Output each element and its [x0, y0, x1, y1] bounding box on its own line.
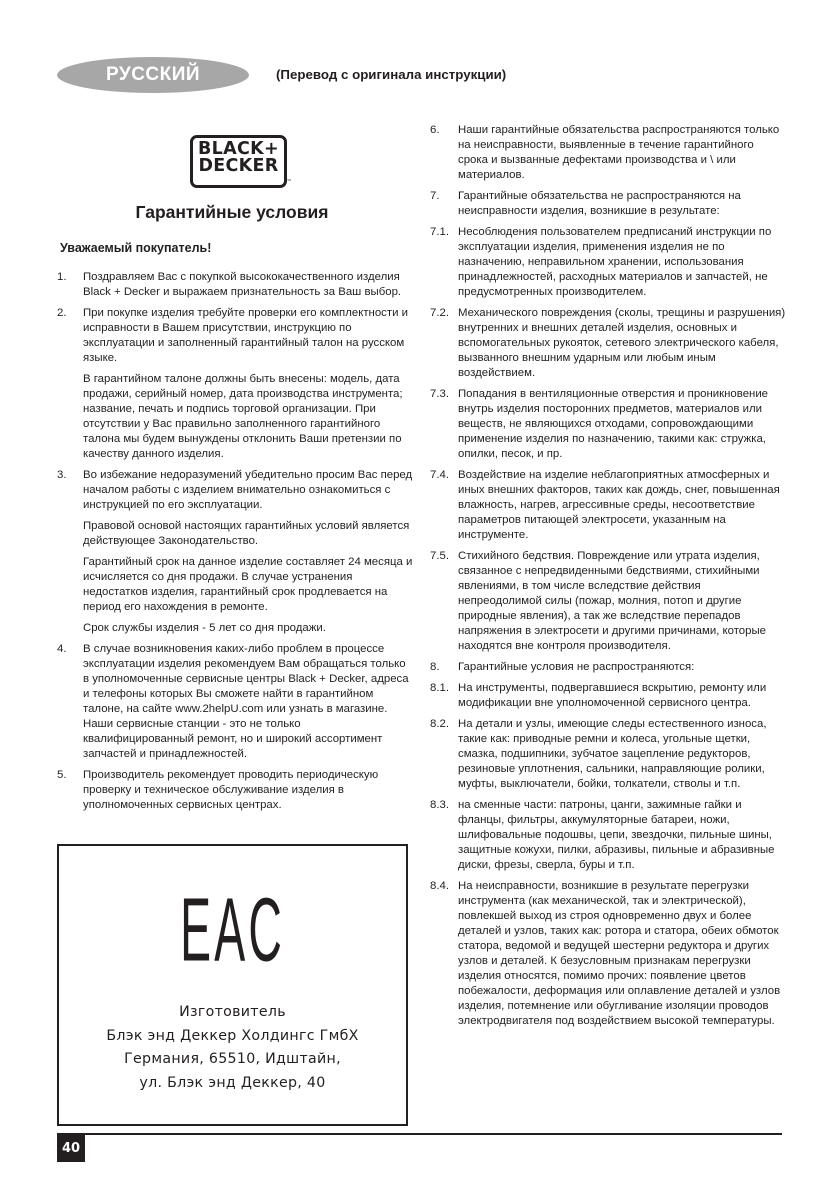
list-item — [430, 717, 786, 792]
item-body — [83, 642, 413, 762]
item-body — [458, 225, 786, 300]
item-number: 8.3. — [430, 799, 449, 811]
list-item — [57, 468, 413, 636]
item-body — [83, 768, 413, 813]
item-paragraph: Несоблюдения пользователем предписаний инструкции по эксплуатации изделия, применения изделия не по назначению, неправильном хранении, использования принадлежностей, расходных материалов и запчастей, не предусмотренных производителем. — [458, 226, 772, 298]
list-item — [430, 468, 786, 543]
item-paragraph: В гарантийном талоне должны быть внесены: модель, дата продажи, серийный номер, дата производства инструмента; название, печать и подпись торговой организации. При отсутствии у Вас правильно заполненного гарантийного талона мы будем вынуждены отклонить Ваши претензии по качеству данного изделия. — [83, 373, 403, 460]
item-paragraph: В случае возникновения каких-либо проблем в процессе эксплуатации изделия рекомендуем Вам обращаться только в уполномоченные сервисные центры Black + Decker, адреса и телефоны которых Вы сможете найти в гарантийном талоне, на сайте www.2helpU.com или узнать в магазине. Наши сервисные станции - это не только квалифицированный ремонт, но и широкий ассортимент запчастей и принадлежностей. — [83, 643, 409, 760]
item-number: 7.1. — [430, 226, 449, 238]
item-number: 8. — [430, 661, 440, 673]
manufacturer-box — [57, 844, 408, 1126]
item-paragraph: Механического повреждения (сколы, трещины и разрушения) внутренних и внешних деталей изделия, основных и вспомогательных рукояток, сетевого электрического кабеля, вызванного внешним ударным или любым иным воздействием. — [458, 307, 786, 379]
item-number: 6. — [430, 124, 440, 136]
item-body — [458, 681, 786, 711]
list-item — [430, 387, 786, 462]
item-number: 8.4. — [430, 880, 449, 892]
item-number: 7.5. — [430, 550, 449, 562]
list-item — [57, 270, 413, 300]
item-body — [458, 549, 786, 654]
manufacturer-address — [59, 1001, 406, 1095]
item-number: 8.2. — [430, 718, 449, 730]
item-number: 2. — [57, 307, 67, 319]
list-item — [430, 798, 786, 873]
item-paragraph: Производитель рекомендует проводить периодическую проверку и техническое обслуживание изделия в уполномоченных сервисных центрах. — [83, 769, 379, 811]
item-number: 7.4. — [430, 469, 449, 481]
list-item — [430, 123, 786, 183]
item-paragraph: Воздействие на изделие неблагоприятных атмосферных и иных внешних факторов, таких как дождь, снег, повышенная влажность, нагрев, агрессивные среды, несоответствие параметров питающей электросети, указанным на инструменте. — [458, 469, 780, 541]
right-column — [430, 123, 786, 1035]
greeting: Уважаемый покупатель! — [60, 241, 212, 255]
page-title: Гарантийные условия — [135, 202, 329, 222]
item-body — [458, 717, 786, 792]
item-paragraph: Стихийного бедствия. Повреждение или утрата изделия, связанное с непредвиденными бедствиями, стихийными явлениями, в том числе вследствие действия непреодолимой силы (пожар, молния, потоп и другие природные явления), а так же вследствие перепадов напряжения в электросети и другими причинами, которые находятся вне контроля производителя. — [458, 550, 767, 652]
list-item — [430, 879, 786, 1029]
item-body — [83, 468, 413, 636]
list-item — [57, 642, 413, 762]
translation-note: (Перевод с оригинала инструкции) — [276, 67, 507, 82]
item-number: 3. — [57, 469, 67, 481]
item-body — [458, 306, 786, 381]
item-number: 4. — [57, 643, 67, 655]
logo-line-1: BLACK+ — [198, 139, 279, 159]
item-paragraph: Попадания в вентиляционные отверстия и проникновение внутрь изделия посторонних предметов, материалов или веществ, не являющихся отходами, сопровождающими применение изделия по назначению, такими как: стружка, опилки, песок, и пр. — [458, 388, 769, 460]
black-decker-logo — [190, 135, 292, 188]
item-paragraph: Гарантийный срок на данное изделие составляет 24 месяца и исчисляется со дня продажи. В случае устранения недостатков изделия, гарантийный срок продлевается на период его нахождения в ремонте. — [83, 556, 413, 613]
manufacturer-label: Изготовитель — [179, 1004, 286, 1020]
item-paragraph: Срок службы изделия - 5 лет со дня продажи. — [83, 622, 326, 634]
footer-divider — [57, 1133, 782, 1135]
eac-mark-icon — [59, 879, 406, 981]
language-label: РУССКИЙ — [105, 64, 201, 85]
list-item — [57, 306, 413, 462]
item-number: 1. — [57, 271, 67, 283]
manufacturer-city: Германия, 65510, Идштайн, — [124, 1051, 341, 1067]
list-item — [430, 681, 786, 711]
list-item — [430, 306, 786, 381]
item-paragraph: Гарантийные обязательства не распространяются на неисправности изделия, возникшие в результате: — [458, 190, 741, 217]
logo-line-2: DECKER — [198, 156, 279, 176]
item-body — [458, 189, 786, 219]
item-paragraph: При покупке изделия требуйте проверки его комплектности и исправности в Вашем присутствии, инструкцию по эксплуатации и заполненный гарантийный талон на русском языке. — [83, 307, 408, 364]
item-body — [458, 879, 786, 1029]
item-paragraph: На инструменты, подвергавшиеся вскрытию, ремонту или модификации вне уполномоченной сервисного центра. — [458, 682, 767, 709]
item-paragraph: Наши гарантийные обязательства распространяются только на неисправности, выявленные в течение гарантийного срока и вызванные дефектами производства и \ или материалов. — [458, 124, 780, 181]
list-item — [430, 660, 786, 675]
eac-mark-text: EAC — [179, 879, 285, 981]
item-paragraph: Поздравляем Вас с покупкой высококачественного изделия Black + Decker и выражаем признательность за Ваш выбор. — [83, 271, 402, 298]
item-paragraph: Во избежание недоразумений убедительно просим Вас перед началом работы с изделием внимательно ознакомиться с инструкцией по его эксплуатации. — [83, 469, 413, 511]
item-paragraph: Гарантийные условия не распространяются: — [458, 661, 695, 673]
list-item — [430, 225, 786, 300]
item-body — [458, 468, 786, 543]
item-number: 7. — [430, 190, 440, 202]
item-number: 8.1. — [430, 682, 449, 694]
item-body — [83, 270, 413, 300]
item-body — [458, 123, 786, 183]
left-column — [57, 270, 413, 819]
item-paragraph: На неисправности, возникшие в результате перегрузки инструмента (как механической, так и электрической), повлекшей выход из строя одновременно двух и более деталей и узлов, таких как: ротора и статора, обеих обмоток статора, ведомой и ведущей шестерни редуктора и других узлов и деталей. К безусловным признакам перегрузки изделия относятся, помимо прочих: появление цветов побежалости, деформация или оплавление деталей и узлов изделия, потемнение или обугливание изоляции проводов электродвигателя под воздействием высокой температуры. — [458, 880, 781, 1027]
language-badge — [57, 57, 249, 93]
page-number: 40 — [57, 1134, 85, 1162]
item-body — [83, 306, 413, 462]
item-paragraph: Правовой основой настоящих гарантийных условий является действующее Законодательство. — [83, 520, 410, 547]
item-number: 7.3. — [430, 388, 449, 400]
list-item — [430, 549, 786, 654]
manufacturer-street: ул. Блэк энд Деккер, 40 — [139, 1074, 326, 1091]
list-item — [57, 768, 413, 813]
item-body — [458, 798, 786, 873]
item-body — [458, 660, 786, 675]
trademark-mark: ™ — [286, 179, 292, 185]
manufacturer-name: Блэк энд Деккер Холдингс ГмбХ — [106, 1027, 359, 1044]
item-paragraph: на сменные части: патроны, цанги, зажимные гайки и фланцы, фильтры, аккумуляторные батареи, ножи, шлифовальные подошвы, цепи, звездочки, пильные шины, защитные кожухи, пилки, абразивы, пильные и абразивные диски, фрезы, сверла, буры и т.п. — [458, 799, 775, 871]
item-number: 5. — [57, 769, 67, 781]
item-body — [458, 387, 786, 462]
item-paragraph: На детали и узлы, имеющие следы естественного износа, такие как: приводные ремни и колеса, угольные щетки, смазка, подшипники, зубчатое зацепление редукторов, резиновые уплотнения, сальники, направляющие ролики, муфты, выключатели, бойки, толкатели, стволы и т.п. — [458, 718, 767, 790]
item-number: 7.2. — [430, 307, 449, 319]
list-item — [430, 189, 786, 219]
